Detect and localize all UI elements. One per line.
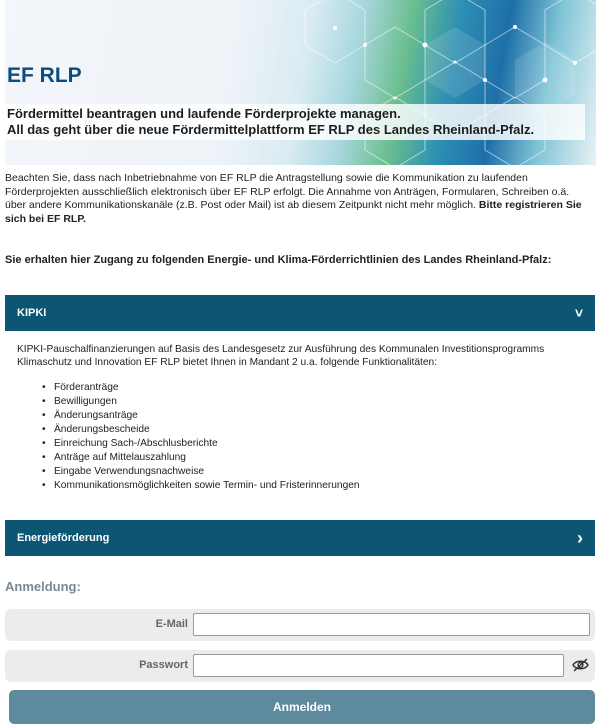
email-label: E-Mail: [155, 618, 188, 630]
list-item: • Eingabe Verwendungsnachweise: [54, 465, 587, 479]
list-item: • Kommunikationsmöglichkeiten sowie Termin- und Fristerinnerungen: [54, 479, 587, 493]
list-item: • Änderungsbescheide: [54, 423, 587, 437]
chevron-down-icon: ˅: [574, 305, 583, 321]
accordion-energiefoerderung-header[interactable]: [5, 520, 595, 556]
password-field[interactable]: [193, 654, 564, 677]
list-item: • Einreichung Sach-/Abschlusberichte: [54, 437, 587, 451]
kipki-feature-list: [17, 381, 587, 493]
kipki-description: KIPKI-Pauschalfinanzierungen auf Basis des Landesgesetz zur Ausführung des Kommunalen Investitionsprogramms Klimaschutz und Innovation EF RLP bietet Ihnen in Mandant 2 u.a. folgende Funktionalitäten:: [17, 344, 545, 368]
eye-slash-icon[interactable]: [572, 658, 589, 675]
accordion-energiefoerderung-label: Energieförderung: [17, 532, 110, 544]
login-button[interactable]: Anmelden: [9, 690, 595, 724]
chevron-right-icon: ›: [577, 527, 583, 548]
accordion-kipki-label: KIPKI: [17, 307, 47, 319]
intro-text: Beachten Sie, dass nach Inbetriebnahme von EF RLP die Antragstellung sowie die Kommunikation zu laufenden Förderprojekten ausschließlich elektronisch über EF RLP erfolgt. Die Annahme von Anträgen, Formularen, Schreiben o.ä. über andere Kommunikationskanäle (z.B. Post oder Mail) ist ab diesem Zeitpunkt nicht mehr möglich.: [5, 172, 570, 211]
email-field[interactable]: [193, 613, 590, 636]
list-item: • Änderungsanträge: [54, 409, 587, 423]
list-item: • Anträge auf Mittelauszahlung: [54, 451, 587, 465]
login-title: Anmeldung:: [5, 579, 81, 594]
access-heading: Sie erhalten hier Zugang zu folgenden Energie- und Klima-Förderrichtlinien des Landes Rheinland-Pfalz:: [5, 254, 552, 266]
intro-paragraph: [5, 172, 590, 226]
accordion-kipki-header[interactable]: [5, 295, 595, 331]
password-row: [5, 650, 595, 682]
list-item: • Bewilligungen: [54, 395, 587, 409]
page-title: EF RLP: [7, 64, 82, 87]
list-item: • Förderanträge: [54, 381, 587, 395]
banner-subtitle: [5, 104, 585, 140]
intro-register-note: Bitte registrieren Sie sich bei EF RLP.: [5, 199, 582, 225]
banner-subtitle-line2: All das geht über die neue Fördermittelplattform EF RLP des Landes Rheinland-Pfalz.: [7, 122, 535, 137]
email-row: [5, 609, 595, 641]
accordion-kipki-body: [17, 343, 587, 493]
banner-subtitle-line1: Fördermittel beantragen und laufende Förderprojekte managen.: [7, 106, 401, 121]
banner-graphic: [5, 0, 596, 165]
hero-banner: [5, 0, 596, 165]
password-label: Passwort: [139, 659, 188, 671]
